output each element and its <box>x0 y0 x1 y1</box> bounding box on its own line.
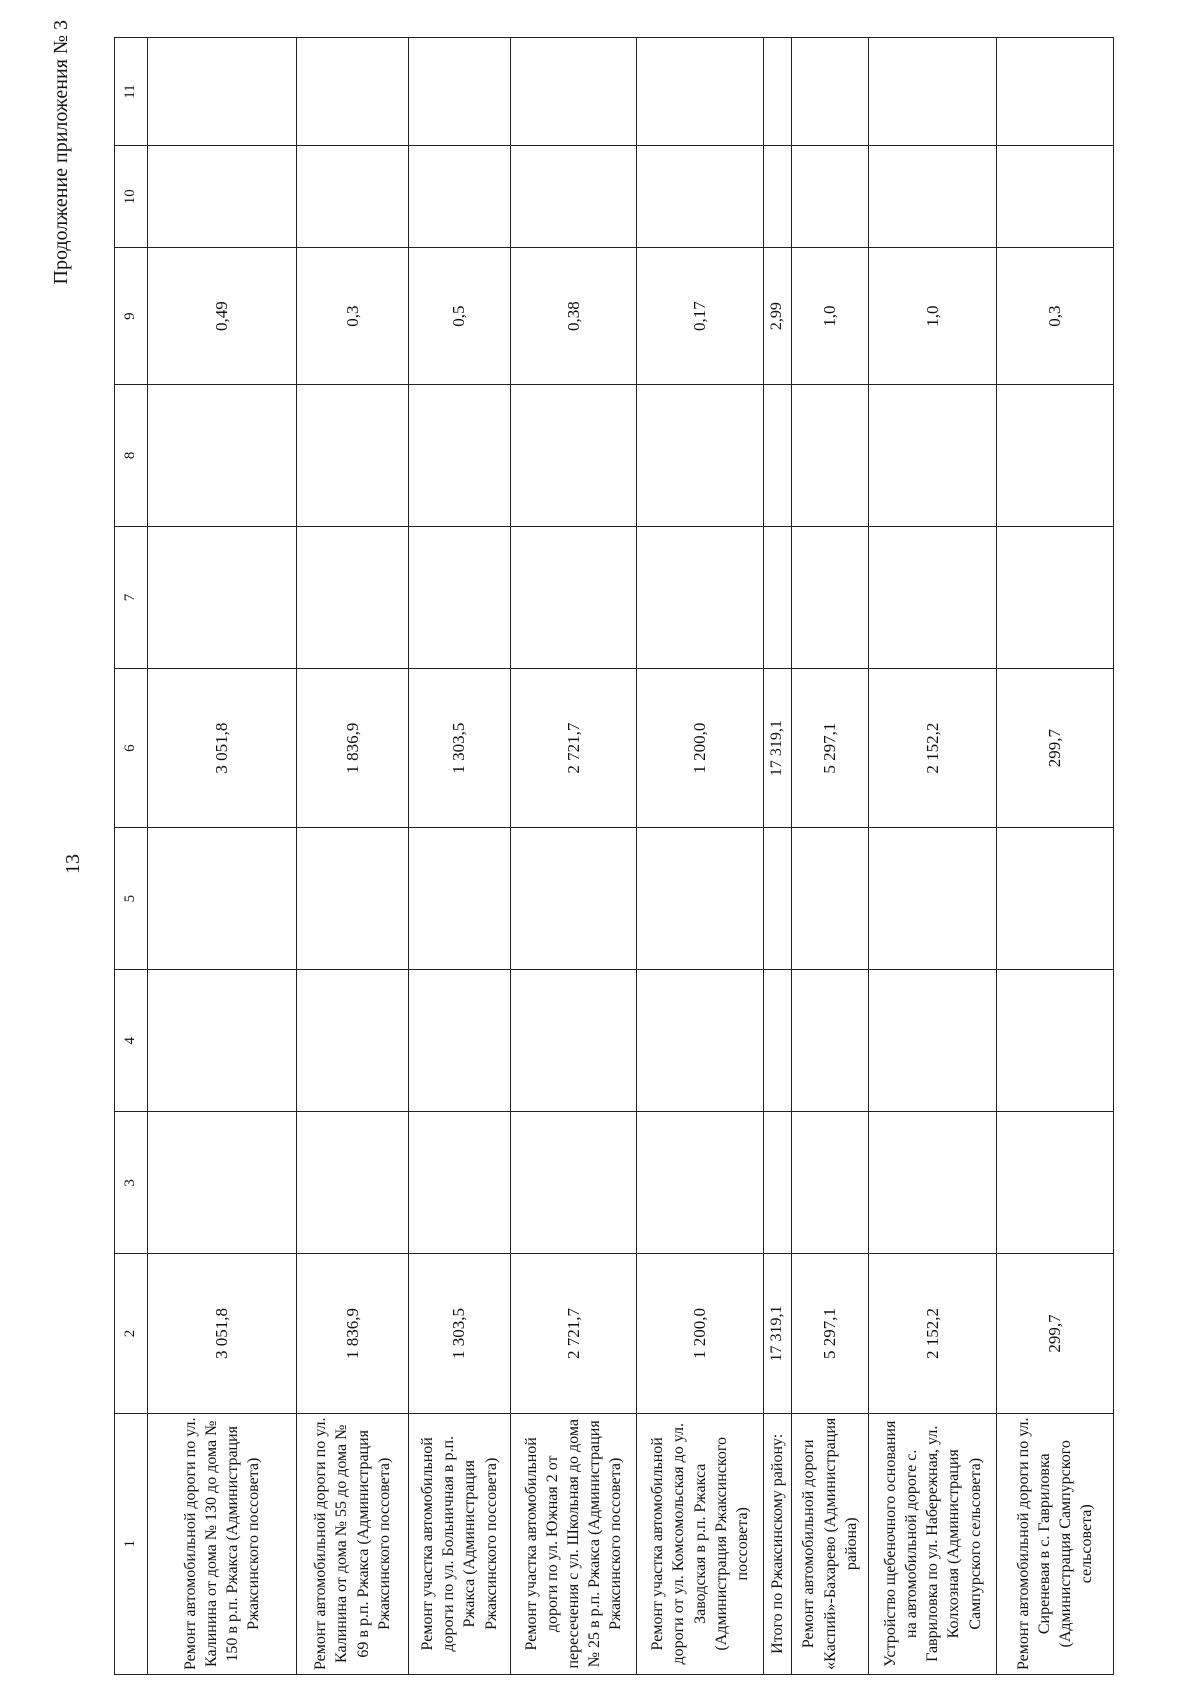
cell-col4 <box>637 970 763 1112</box>
column-header: 7 <box>115 526 148 668</box>
cell-col10 <box>869 146 997 248</box>
cell-col2: 2 721,7 <box>510 1254 636 1413</box>
row-description: Ремонт автомобильной дороги по ул. Калинина от дома № 55 до дома № 69 в р.п. Ржакса (Администрация Ржаксинского поссовета) <box>297 1413 409 1674</box>
cell-col4 <box>510 970 636 1112</box>
cell-col8 <box>763 384 791 526</box>
column-header: 2 <box>115 1254 148 1413</box>
column-header: 10 <box>115 146 148 248</box>
cell-col6: 1 200,0 <box>637 668 763 827</box>
cell-col3 <box>997 1112 1114 1254</box>
cell-col3 <box>791 1112 868 1254</box>
cell-col11 <box>763 38 791 146</box>
cell-col6: 5 297,1 <box>791 668 868 827</box>
column-header: 4 <box>115 970 148 1112</box>
cell-col9: 2,99 <box>763 248 791 384</box>
cell-col6: 3 051,8 <box>148 668 297 827</box>
cell-col11 <box>997 38 1114 146</box>
cell-col11 <box>637 38 763 146</box>
cell-col3 <box>510 1112 636 1254</box>
cell-col9: 0,17 <box>637 248 763 384</box>
cell-col9: 0,38 <box>510 248 636 384</box>
cell-col7 <box>148 526 297 668</box>
cell-col8 <box>510 384 636 526</box>
row-description: Ремонт автомобильной дороги по ул. Сиреневая в с. Гавриловка (Администрация Сампурского сельсовета) <box>997 1413 1114 1674</box>
cell-col9: 1,0 <box>791 248 868 384</box>
cell-col5 <box>763 828 791 970</box>
cell-col2: 1 836,9 <box>297 1254 409 1413</box>
cell-col5 <box>510 828 636 970</box>
cell-col5 <box>791 828 868 970</box>
cell-col3 <box>637 1112 763 1254</box>
cell-col9: 1,0 <box>869 248 997 384</box>
table-row <box>637 38 763 1675</box>
table-row <box>297 38 409 1675</box>
cell-col6: 17 319,1 <box>763 668 791 827</box>
page-number: 13 <box>62 854 84 874</box>
cell-col4 <box>409 970 511 1112</box>
cell-col10 <box>763 146 791 248</box>
cell-col6: 299,7 <box>997 668 1114 827</box>
cell-col11 <box>510 38 636 146</box>
cell-col8 <box>791 384 868 526</box>
cell-col8 <box>297 384 409 526</box>
cell-col4 <box>997 970 1114 1112</box>
cell-col3 <box>148 1112 297 1254</box>
row-description: Ремонт автомобильной дороги по ул. Калинина от дома № 130 до дома № 150 в р.п. Ржакса (Администрация Ржаксинского поссовета) <box>148 1413 297 1674</box>
cell-col3 <box>869 1112 997 1254</box>
cell-col10 <box>791 146 868 248</box>
cell-col8 <box>869 384 997 526</box>
cell-col5 <box>409 828 511 970</box>
cell-col11 <box>297 38 409 146</box>
row-description: Ремонт участка автомобильной дороги по ул. Больничная в р.п. Ржакса (Администрация Ржаксинского поссовета) <box>409 1413 511 1674</box>
column-header: 3 <box>115 1112 148 1254</box>
appendix-continuation-note: Продолжение приложения № 3 <box>50 20 72 285</box>
cell-col6: 2 721,7 <box>510 668 636 827</box>
column-header: 11 <box>115 38 148 146</box>
table-row <box>869 38 997 1675</box>
table-row <box>409 38 511 1675</box>
cell-col5 <box>148 828 297 970</box>
cell-col2: 1 303,5 <box>409 1254 511 1413</box>
cell-col8 <box>409 384 511 526</box>
cell-col2: 299,7 <box>997 1254 1114 1413</box>
cell-col4 <box>869 970 997 1112</box>
cell-col6: 1 836,9 <box>297 668 409 827</box>
cell-col4 <box>763 970 791 1112</box>
cell-col10 <box>997 146 1114 248</box>
cell-col11 <box>148 38 297 146</box>
cell-col4 <box>297 970 409 1112</box>
cell-col7 <box>637 526 763 668</box>
cell-col7 <box>997 526 1114 668</box>
table-row <box>997 38 1114 1675</box>
cell-col2: 2 152,2 <box>869 1254 997 1413</box>
total-row <box>763 38 791 1675</box>
column-header: 9 <box>115 248 148 384</box>
cell-col8 <box>637 384 763 526</box>
cell-col10 <box>148 146 297 248</box>
cell-col3 <box>763 1112 791 1254</box>
cell-col8 <box>997 384 1114 526</box>
table-row <box>510 38 636 1675</box>
cell-col7 <box>763 526 791 668</box>
cell-col10 <box>637 146 763 248</box>
table-row <box>148 38 297 1675</box>
header-row <box>115 38 148 1675</box>
cell-col5 <box>637 828 763 970</box>
cell-col10 <box>297 146 409 248</box>
cell-col9: 0,3 <box>997 248 1114 384</box>
column-header: 6 <box>115 668 148 827</box>
row-description: Устройство щебеночного основания на автомобильной дороге с. Гавриловка по ул. Набережная, ул. Колхозная (Администрация Сампурского сельсовета) <box>869 1413 997 1674</box>
cell-col2: 5 297,1 <box>791 1254 868 1413</box>
cell-col6: 1 303,5 <box>409 668 511 827</box>
cell-col2: 3 051,8 <box>148 1254 297 1413</box>
cell-col5 <box>997 828 1114 970</box>
cell-col7 <box>791 526 868 668</box>
data-table <box>114 37 1114 1675</box>
cell-col11 <box>791 38 868 146</box>
cell-col2: 1 200,0 <box>637 1254 763 1413</box>
cell-col8 <box>148 384 297 526</box>
cell-col9: 0,3 <box>297 248 409 384</box>
row-description: Ремонт участка автомобильной дороги от ул. Комсомольская до ул. Заводская в р.п. Ржакса (Администрация Ржаксинского поссовета) <box>637 1413 763 1674</box>
column-header: 5 <box>115 828 148 970</box>
column-header: 1 <box>115 1413 148 1674</box>
cell-col11 <box>409 38 511 146</box>
cell-col3 <box>297 1112 409 1254</box>
cell-col10 <box>409 146 511 248</box>
row-description: Итого по Ржаксинскому району: <box>763 1413 791 1674</box>
row-description: Ремонт автомобильной дороги «Каспий»-Бахарево (Администрация района) <box>791 1413 868 1674</box>
cell-col2: 17 319,1 <box>763 1254 791 1413</box>
cell-col6: 2 152,2 <box>869 668 997 827</box>
cell-col9: 0,49 <box>148 248 297 384</box>
cell-col3 <box>409 1112 511 1254</box>
table-row <box>791 38 868 1675</box>
cell-col7 <box>409 526 511 668</box>
document-table <box>114 37 1114 1675</box>
row-description: Ремонт участка автомобильной дороги по ул. Южная 2 от пересечения с ул. Школьная до дома № 25 в р.п. Ржакса (Администрация Ржаксинского поссовета) <box>510 1413 636 1674</box>
cell-col7 <box>297 526 409 668</box>
cell-col11 <box>869 38 997 146</box>
cell-col7 <box>869 526 997 668</box>
column-header: 8 <box>115 384 148 526</box>
cell-col7 <box>510 526 636 668</box>
cell-col4 <box>148 970 297 1112</box>
cell-col5 <box>869 828 997 970</box>
cell-col4 <box>791 970 868 1112</box>
cell-col5 <box>297 828 409 970</box>
cell-col9: 0,5 <box>409 248 511 384</box>
cell-col10 <box>510 146 636 248</box>
